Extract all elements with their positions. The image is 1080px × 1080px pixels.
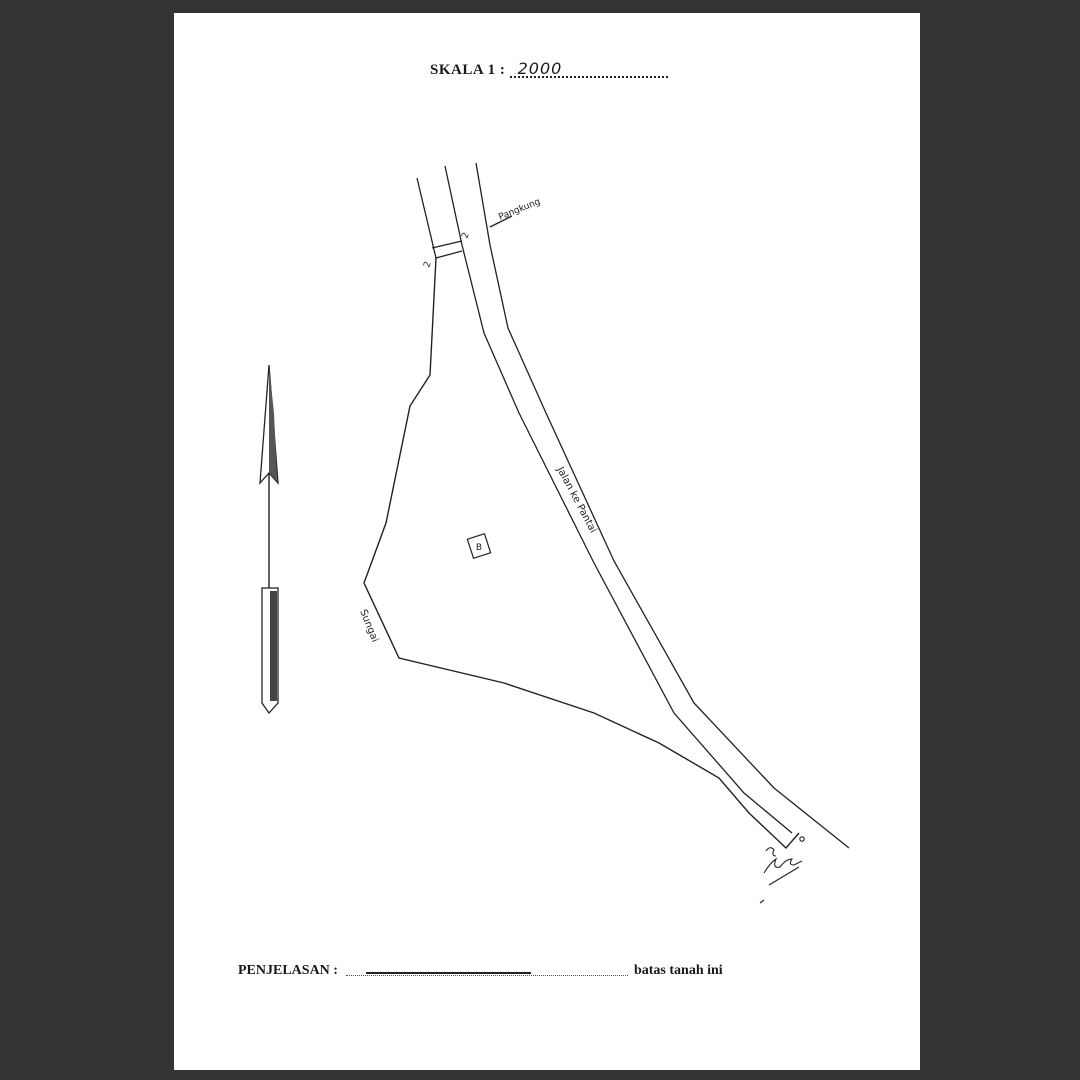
legend-suffix: batas tanah ini (633, 963, 723, 978)
scale-value-handwritten: 2000 (510, 61, 668, 78)
legend-prefix: PENJELASAN : (238, 963, 338, 978)
road-jalan-ke-pantai (445, 163, 849, 848)
north-arrow-icon (260, 365, 278, 713)
corner-marker-top-right: 2 (460, 231, 472, 241)
building-marker (467, 534, 490, 559)
corner-marker-top-left: 2 (422, 260, 434, 270)
river-label: Sungai (357, 608, 381, 644)
legend (238, 963, 723, 979)
signature-scribble (760, 837, 804, 903)
parcel-boundary (364, 258, 799, 848)
legend-line-sample (346, 967, 628, 976)
scale-prefix: SKALA 1 : (430, 62, 506, 78)
building-label: B (475, 543, 483, 553)
road-label: Jalan ke Pantai (554, 465, 599, 535)
pangkung-label: Pangkung (497, 197, 542, 223)
pangkung-boundary (417, 178, 512, 258)
land-parcel-sketch (174, 13, 920, 1070)
document-page (174, 13, 920, 1070)
